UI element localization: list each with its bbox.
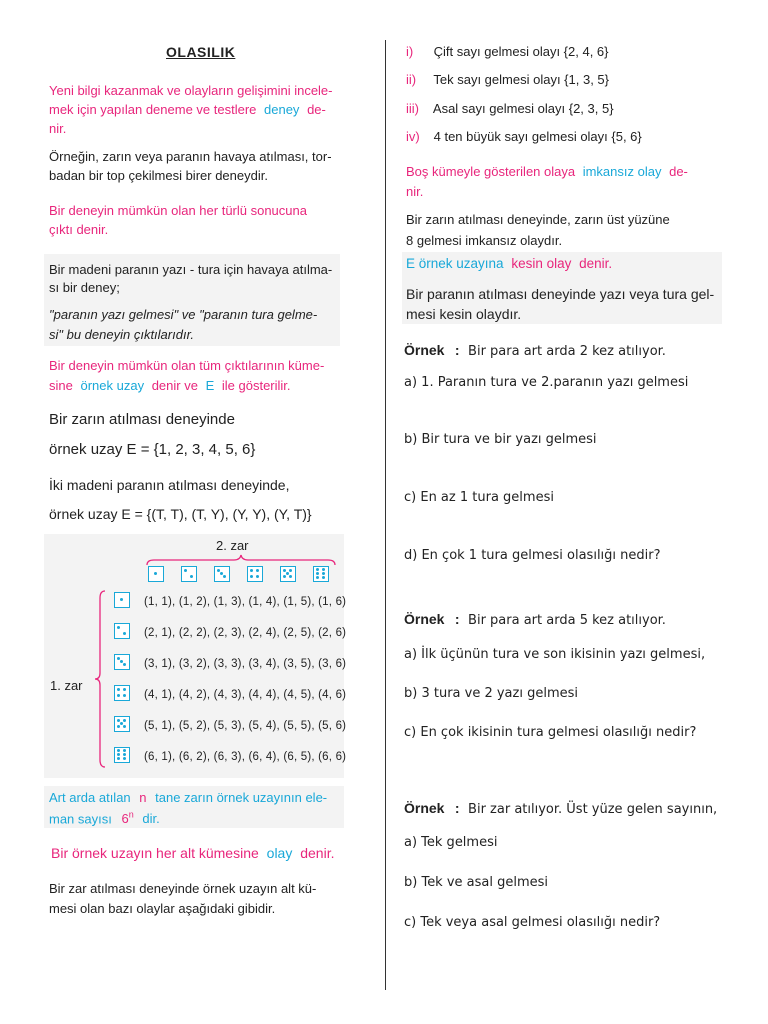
term-e: E: [205, 378, 215, 393]
die-pip: [256, 575, 259, 578]
die-pip: [123, 694, 126, 697]
first-die-label: 1. zar: [50, 678, 83, 693]
ex-cikti-line4: si" bu deneyin çıktılarıdır.: [49, 327, 195, 342]
die-pip: [316, 572, 319, 575]
die-pip: [289, 575, 292, 578]
ex-uzay2-line1: İki madeni paranın atılması deneyinde,: [49, 477, 290, 493]
ornek3-text: Bir zar atılıyor. Üst yüze gelen sayının,: [468, 802, 718, 817]
ornek1-header: [404, 342, 666, 360]
die-pip: [154, 572, 157, 575]
event-text: Asal sayı gelmesi olayı {2, 3, 5}: [432, 101, 614, 116]
outcome-row-3: (3, 1), (3, 2), (3, 3), (3, 4), (3, 5), (3, 6): [144, 658, 347, 670]
outcome-row-5: (5, 1), (5, 2), (5, 3), (5, 4), (5, 5), (5, 6): [144, 720, 347, 732]
top-brace: [146, 554, 336, 566]
die-pip: [117, 688, 120, 691]
ornek1-item-c: c) En az 1 tura gelmesi: [404, 490, 554, 505]
def-cikti-line1: Bir deneyin mümkün olan her türlü sonucuna: [49, 203, 307, 218]
def-uzay-text-e: ile gösterilir.: [221, 378, 291, 393]
def-deney-end: de-: [307, 102, 326, 117]
die-pip: [322, 572, 325, 575]
def-imkansiz-line2: nir.: [406, 184, 424, 199]
die-pip: [117, 626, 120, 629]
def-eleman-line1: [49, 790, 327, 805]
die-pip: [117, 757, 120, 760]
ornek-label: Örnek: [404, 611, 445, 627]
ex-olay-line1: Bir zar atılması deneyinde örnek uzayın alt kü-: [49, 881, 317, 896]
term-deney: deney: [264, 102, 300, 117]
ornek1-text: Bir para art arda 2 kez atılıyor.: [468, 344, 666, 359]
column-divider: [385, 40, 386, 990]
ex-imkansiz-line1: Bir zarın atılması deneyinde, zarın üst yüzüne: [406, 212, 670, 227]
ex-uzay2-line2: örnek uzay E = {(T, T), (T, Y), (Y, Y), (Y, T)}: [49, 506, 312, 522]
die-pip: [123, 749, 126, 752]
def-eleman-text-e: dir.: [142, 811, 160, 827]
ex-deney-line1: Örneğin, zarın veya paranın havaya atılması, tor-: [49, 149, 332, 164]
die-pip: [289, 569, 292, 572]
dice-table: [44, 534, 347, 778]
def-eleman-text-d: man sayısı: [49, 811, 112, 827]
event-text: Tek sayı gelmesi olayı {1, 3, 5}: [433, 72, 609, 87]
def-cikti-line2: çıktı denir.: [49, 222, 109, 237]
die-pip: [117, 753, 120, 756]
ornek2-text: Bir para art arda 5 kez atılıyor.: [468, 613, 666, 628]
ornek-label: Örnek: [404, 800, 445, 816]
ex-cikti-line1: Bir madeni paranın yazı - tura için havaya atılma-: [49, 262, 333, 277]
ex-kesin-line1: Bir paranın atılması deneyinde yazı veya tura gel-: [406, 286, 715, 302]
die-face-6-icon: [313, 566, 329, 582]
ornek2-item-c: c) En çok ikisinin tura gelmesi olasılığı nedir?: [404, 725, 697, 740]
ornek1-item-b: b) Bir tura ve bir yazı gelmesi: [404, 432, 597, 447]
ornek2-item-b: b) 3 tura ve 2 yazı gelmesi: [404, 686, 579, 701]
term-olay: olay: [266, 845, 293, 861]
die-pip: [117, 694, 120, 697]
ex-cikti-line2: sı bir deney;: [49, 280, 120, 295]
event-num: i): [406, 44, 414, 59]
ex-olay-line2: mesi olan bazı olaylar aşağıdaki gibidir.: [49, 901, 276, 916]
ornek2-header: [404, 611, 666, 629]
ornek-label: Örnek: [404, 342, 445, 358]
side-brace: [94, 590, 106, 768]
event-num: iv): [406, 129, 420, 144]
die-pip: [123, 688, 126, 691]
def-uzay-line1: Bir deneyin mümkün olan tüm çıktılarının küme-: [49, 358, 325, 373]
die-pip: [322, 576, 325, 579]
ornek-colon: :: [454, 611, 460, 627]
ex-cikti-line3: "paranın yazı gelmesi" ve "paranın tura gelme-: [49, 307, 318, 322]
ornek3-item-c: c) Tek veya asal gelmesi olasılığı nedir?: [404, 915, 661, 930]
def-imkansiz-line1: [406, 164, 688, 179]
die-pip: [117, 749, 120, 752]
event-item-3: [406, 101, 614, 116]
ornek-colon: :: [454, 800, 460, 816]
ornek1-item-a: a) 1. Paranın tura ve 2.paranın yazı gelmesi: [404, 375, 689, 390]
event-num: ii): [406, 72, 417, 87]
die-pip: [184, 569, 187, 572]
outcome-row-2: (2, 1), (2, 2), (2, 3), (2, 4), (2, 5), (2, 6): [144, 627, 347, 639]
def-uzay-text-a: sine: [49, 378, 73, 393]
formula-6n: [121, 811, 133, 826]
def-kesin: [406, 256, 612, 271]
die-pip: [123, 753, 126, 756]
die-face-4-icon: [247, 566, 263, 582]
die-pip: [223, 575, 226, 578]
die-face-4-icon: [114, 685, 130, 701]
def-eleman-text-a: Art arda atılan: [49, 790, 131, 805]
die-pip: [316, 568, 319, 571]
die-face-3-icon: [214, 566, 230, 582]
die-pip: [123, 725, 126, 728]
die-pip: [120, 598, 123, 601]
event-item-4: [406, 129, 642, 144]
def-kesin-text-a: E örnek uzayına: [406, 256, 504, 271]
def-deney-line1: Yeni bilgi kazanmak ve olayların gelişimini incele-: [49, 83, 333, 98]
die-face-5-icon: [280, 566, 296, 582]
die-pip: [123, 757, 126, 760]
die-face-1-icon: [114, 592, 130, 608]
die-pip: [322, 568, 325, 571]
die-face-6-icon: [114, 747, 130, 763]
die-pip: [117, 725, 120, 728]
die-pip: [250, 575, 253, 578]
event-text: Çift sayı gelmesi olayı {2, 4, 6}: [433, 44, 609, 59]
second-die-label: 2. zar: [216, 538, 249, 553]
var-n: n: [139, 790, 147, 805]
ornek3-header: [404, 800, 717, 818]
def-uzay-line2: [49, 378, 291, 393]
event-text: 4 ten büyük sayı gelmesi olayı {5, 6}: [433, 129, 642, 144]
ornek1-item-d: d) En çok 1 tura gelmesi olasılığı nedir?: [404, 548, 661, 563]
ex-kesin-line2: mesi kesin olaydır.: [406, 306, 522, 322]
ex-deney-line2: badan bir top çekilmesi birer deneydir.: [49, 168, 268, 183]
def-olay: [51, 845, 334, 861]
def-deney-line3: nir.: [49, 121, 67, 136]
event-item-2: [406, 72, 609, 87]
def-eleman-line2: [49, 810, 160, 826]
def-kesin-text-c: denir.: [579, 256, 613, 271]
def-deney-line2: [49, 102, 326, 117]
die-pip: [123, 663, 126, 666]
die-pip: [250, 569, 253, 572]
die-face-2-icon: [181, 566, 197, 582]
term-kesin-olay: kesin olay: [511, 256, 572, 271]
formula-base: 6: [121, 811, 129, 827]
die-face-5-icon: [114, 716, 130, 732]
die-face-3-icon: [114, 654, 130, 670]
def-eleman-text-c: tane zarın örnek uzayının ele-: [155, 790, 328, 805]
ornek3-item-a: a) Tek gelmesi: [404, 835, 498, 850]
event-num: iii): [406, 101, 419, 116]
def-deney-text: mek için yapılan deneme ve testlere: [49, 102, 257, 117]
term-ornek-uzay: örnek uzay: [80, 378, 145, 393]
def-olay-text-a: Bir örnek uzayın her alt kümesine: [51, 845, 259, 861]
ornek2-item-a: a) İlk üçünün tura ve son ikisinin yazı gelmesi,: [404, 647, 706, 662]
die-face-1-icon: [148, 566, 164, 582]
ornek-colon: :: [454, 342, 460, 358]
event-item-1: [406, 44, 609, 59]
ex-uzay1-line2: örnek uzay E = {1, 2, 3, 4, 5, 6}: [49, 441, 256, 458]
die-pip: [256, 569, 259, 572]
term-imkansiz-olay: imkansız olay: [582, 164, 662, 179]
die-pip: [283, 575, 286, 578]
die-pip: [123, 719, 126, 722]
outcome-row-4: (4, 1), (4, 2), (4, 3), (4, 4), (4, 5), (4, 6): [144, 689, 347, 701]
die-face-2-icon: [114, 623, 130, 639]
die-pip: [123, 632, 126, 635]
die-pip: [316, 576, 319, 579]
outcome-row-1: (1, 1), (1, 2), (1, 3), (1, 4), (1, 5), (1, 6): [144, 596, 347, 608]
ex-uzay1-line1: Bir zarın atılması deneyinde: [49, 411, 235, 428]
die-pip: [190, 575, 193, 578]
page-title: OLASILIK: [166, 44, 236, 60]
def-olay-text-c: denir.: [300, 845, 335, 861]
def-imkansiz-text-a: Boş kümeyle gösterilen olaya: [406, 164, 576, 179]
outcome-row-6: (6, 1), (6, 2), (6, 3), (6, 4), (6, 5), (6, 6): [144, 751, 347, 763]
ex-imkansiz-line2: 8 gelmesi imkansız olaydır.: [406, 233, 563, 248]
def-imkansiz-text-c: de-: [669, 164, 688, 179]
def-uzay-text-c: denir ve: [151, 378, 198, 393]
formula-exponent: n: [128, 810, 134, 820]
ornek3-item-b: b) Tek ve asal gelmesi: [404, 875, 549, 890]
